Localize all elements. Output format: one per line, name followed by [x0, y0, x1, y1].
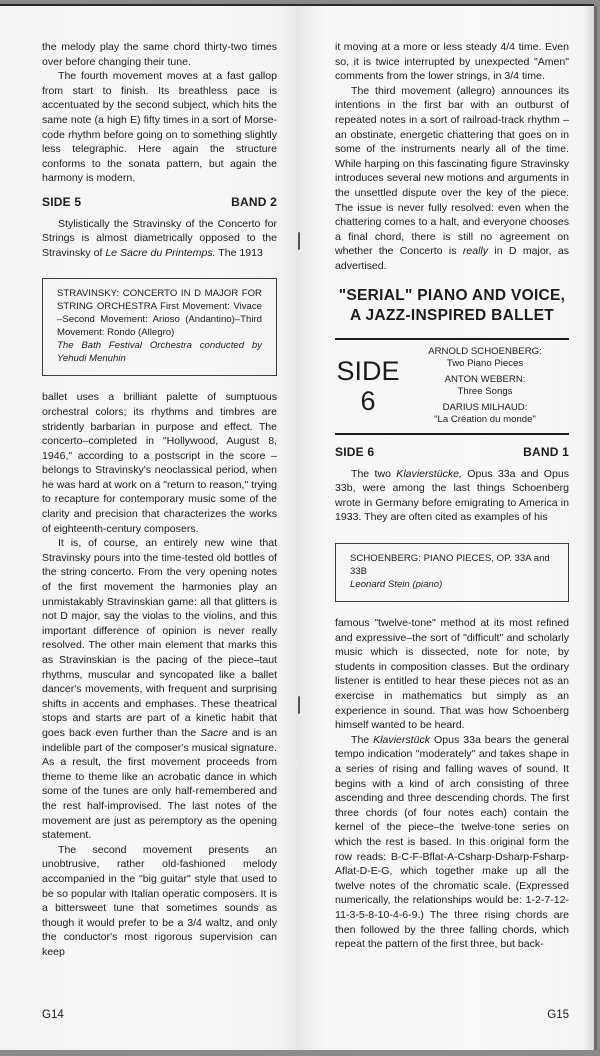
work-title: Sacre [200, 726, 228, 739]
work-entry [401, 346, 569, 371]
side-works-list [401, 346, 569, 428]
section-heading: "SERIAL" PIANO AND VOICE, A JAZZ-INSPIRED BALLET [338, 286, 566, 324]
composer: ARNOLD SCHOENBERG: [428, 345, 542, 357]
booklet-spread [0, 4, 594, 1050]
left-page [0, 6, 300, 1050]
performer-credit: Leonard Stein (piano) [350, 579, 443, 591]
work-listing: STRAVINSKY: CONCERTO IN D MAJOR FOR STRING ORCHESTRA First Movement: Vivace –Second Movement: Arioso (Andantino)–Third Movement: Rondo (Allegro) [57, 288, 262, 339]
recording-info-box [42, 278, 277, 376]
work-entry [401, 374, 569, 399]
composer: DARIUS MILHAUD: [442, 401, 528, 413]
paragraph: The fourth movement moves at a fast gallop from start to finish. Its breathless pace is accentuated by the second subject, which hits the same note (a high E) fifty times in a sort of Morse-code rhythm before going on to something slightly less telegraphic. Here again the structure conforms to the sonata pattern, but again the harmony is modern. [42, 70, 277, 185]
side-label: SIDE 5 [42, 194, 82, 209]
recording-info-box [335, 543, 569, 602]
side-contents-block [335, 338, 569, 436]
side-label: SIDE 6 [335, 445, 375, 460]
paragraph: famous "twelve-tone" method at its most refined and expressive–the sort of "difficult" and scholarly music which is dissected, note for note, by students in composition classes. But the ordinary listener is entitled to hear these pieces not as an exercise in mathematics but simply as an experience in sound. That was how Schoenberg himself wanted to be heard. [335, 617, 569, 732]
paragraph: The second movement presents an unobtrusive, rather old-fashioned melody accompanied in the "big guitar" style that used to be so popular with Italian operatic composers. It is a bittersweet tune that sometimes sounds as though it would prefer to be a 3/4 waltz, and only the conductor's most rigorous supervision can keep [42, 843, 277, 958]
paragraph: It is, of course, an entirely new wine that Stravinsky pours into the time-tested old bottles of the string concerto. From the very opening notes of the first movement the harmonies play an unmistakably Stravinskian game: all that glitters is not D major, say the violas to the violins, and this important difference of opinion is never really resolved. The other main element that marks this as Stravinskian is the pacing of the piece–taut rhythms, muscular and syncopated like a ballet dancer's movements, with frequent and surprising shifts in accents and emphases. These theatrical stops and starts are part of a kinetic habit that goes back even further than the Sacre and is an indelible part of the composer's musical signature. As a result, the first movement proceeds from theme to theme like an acrobatic dance in which some of the tunes are only half-remembered and the rest half-improvised. The last notes of the movement are just as peremptory as the opening statement. [42, 537, 277, 842]
performer-credit: The Bath Festival Orchestra conducted by Yehudi Menuhin [57, 340, 262, 365]
composer: ANTON WEBERN: [444, 373, 526, 385]
paragraph: it moving at a more or less steady 4/4 time. Even so, it is twice interrupted by unexpected "Amen" comments from the lower strings, in 3/4 time. [335, 41, 569, 83]
paragraph: The Klavierstück Opus 33a bears the general tempo indication "moderately" and takes shape in a series of rising and falling waves of sound. It begins with a kind of arch consisting of three ascending and three descending chords. The first three chords (of four notes each) contain the kernel of the piece–the twelve-tone series on which the rest is based. In this original form the row reads: B-C-F-Bflat-A-Csharp-Dsharp-Fsharp-Aflat-D-E-G, which together make up all the twelve notes of the chromatic scale. (Expressed numerically, the relationships would be: 1-2-7-12-11-3-5-8-10-4-6-9.) The three rising chords are then followed by the three falling chords, which repeat the pattern of the first three, but back- [335, 733, 570, 951]
paragraph: ballet uses a brilliant palette of sumptuous orchestral colors; its rhythms and timbres are stridently barbarian in purpose and effect. The concerto–completed in "Hollywood, August 8, 1946," according to a postscript in the score –belongs to Stravinsky's neoclassical period, when he was hard at work on a "return to reason," trying to recapture for contemporary music some of the clarity and precision that characterizes the works of eighteenth-century composers. [42, 391, 277, 535]
band-label: BAND 1 [523, 445, 569, 460]
work-title: Klavierstücke, [396, 467, 462, 480]
work-listing: SCHOENBERG: PIANO PIECES, OP. 33A and 33B [350, 553, 550, 578]
right-page [300, 6, 597, 1050]
work-title: Le Sacre du Printemps. [105, 246, 216, 259]
paragraph: Stylistically the Stravinsky of the Concerto for Strings is almost diametrically opposed to the Stravinsky of Le Sacre du Printemps. The 1913 [42, 217, 277, 259]
paragraph: The two Klavierstücke, Opus 33a and Opus 33b, were among the last things Schoenberg wrote in Germany before emigrating to America in 1933. They are often cited as examples of his [335, 467, 569, 524]
page-number: G14 [42, 1009, 64, 1021]
band-label: BAND 2 [231, 194, 277, 209]
side-number: SIDE 6 [336, 356, 400, 417]
work-entry [401, 402, 569, 427]
band-header [42, 195, 277, 210]
page-number: G15 [547, 1009, 569, 1021]
band-header [335, 445, 569, 460]
paragraph: The third movement (allegro) announces its intentions in the first bar with an outburst of repeated notes in a sort of railroad-track rhythm –an obstinate, energetic chattering that goes on in some of the instruments nearly all of the time. While harping on this fascinating figure Stravinsky introduces several new motions and arguments in the unsettled dispute over the key of the piece. The issue is never fully resolved: even when the chattering comes to a halt, and everyone chooses a final chord, there is still no agreement on whether the Concerto is really in D major, as advertised. [335, 84, 569, 272]
paragraph: the melody play the same chord thirty-two times over before changing their tune. [42, 41, 277, 68]
work-title: Three Songs [457, 386, 513, 398]
work-title: "La Création du monde" [434, 414, 536, 426]
left-text-column [42, 40, 277, 959]
work-title: Klavierstück [373, 733, 431, 746]
work-title: Two Piano Pieces [446, 358, 524, 370]
right-text-column [335, 40, 569, 952]
